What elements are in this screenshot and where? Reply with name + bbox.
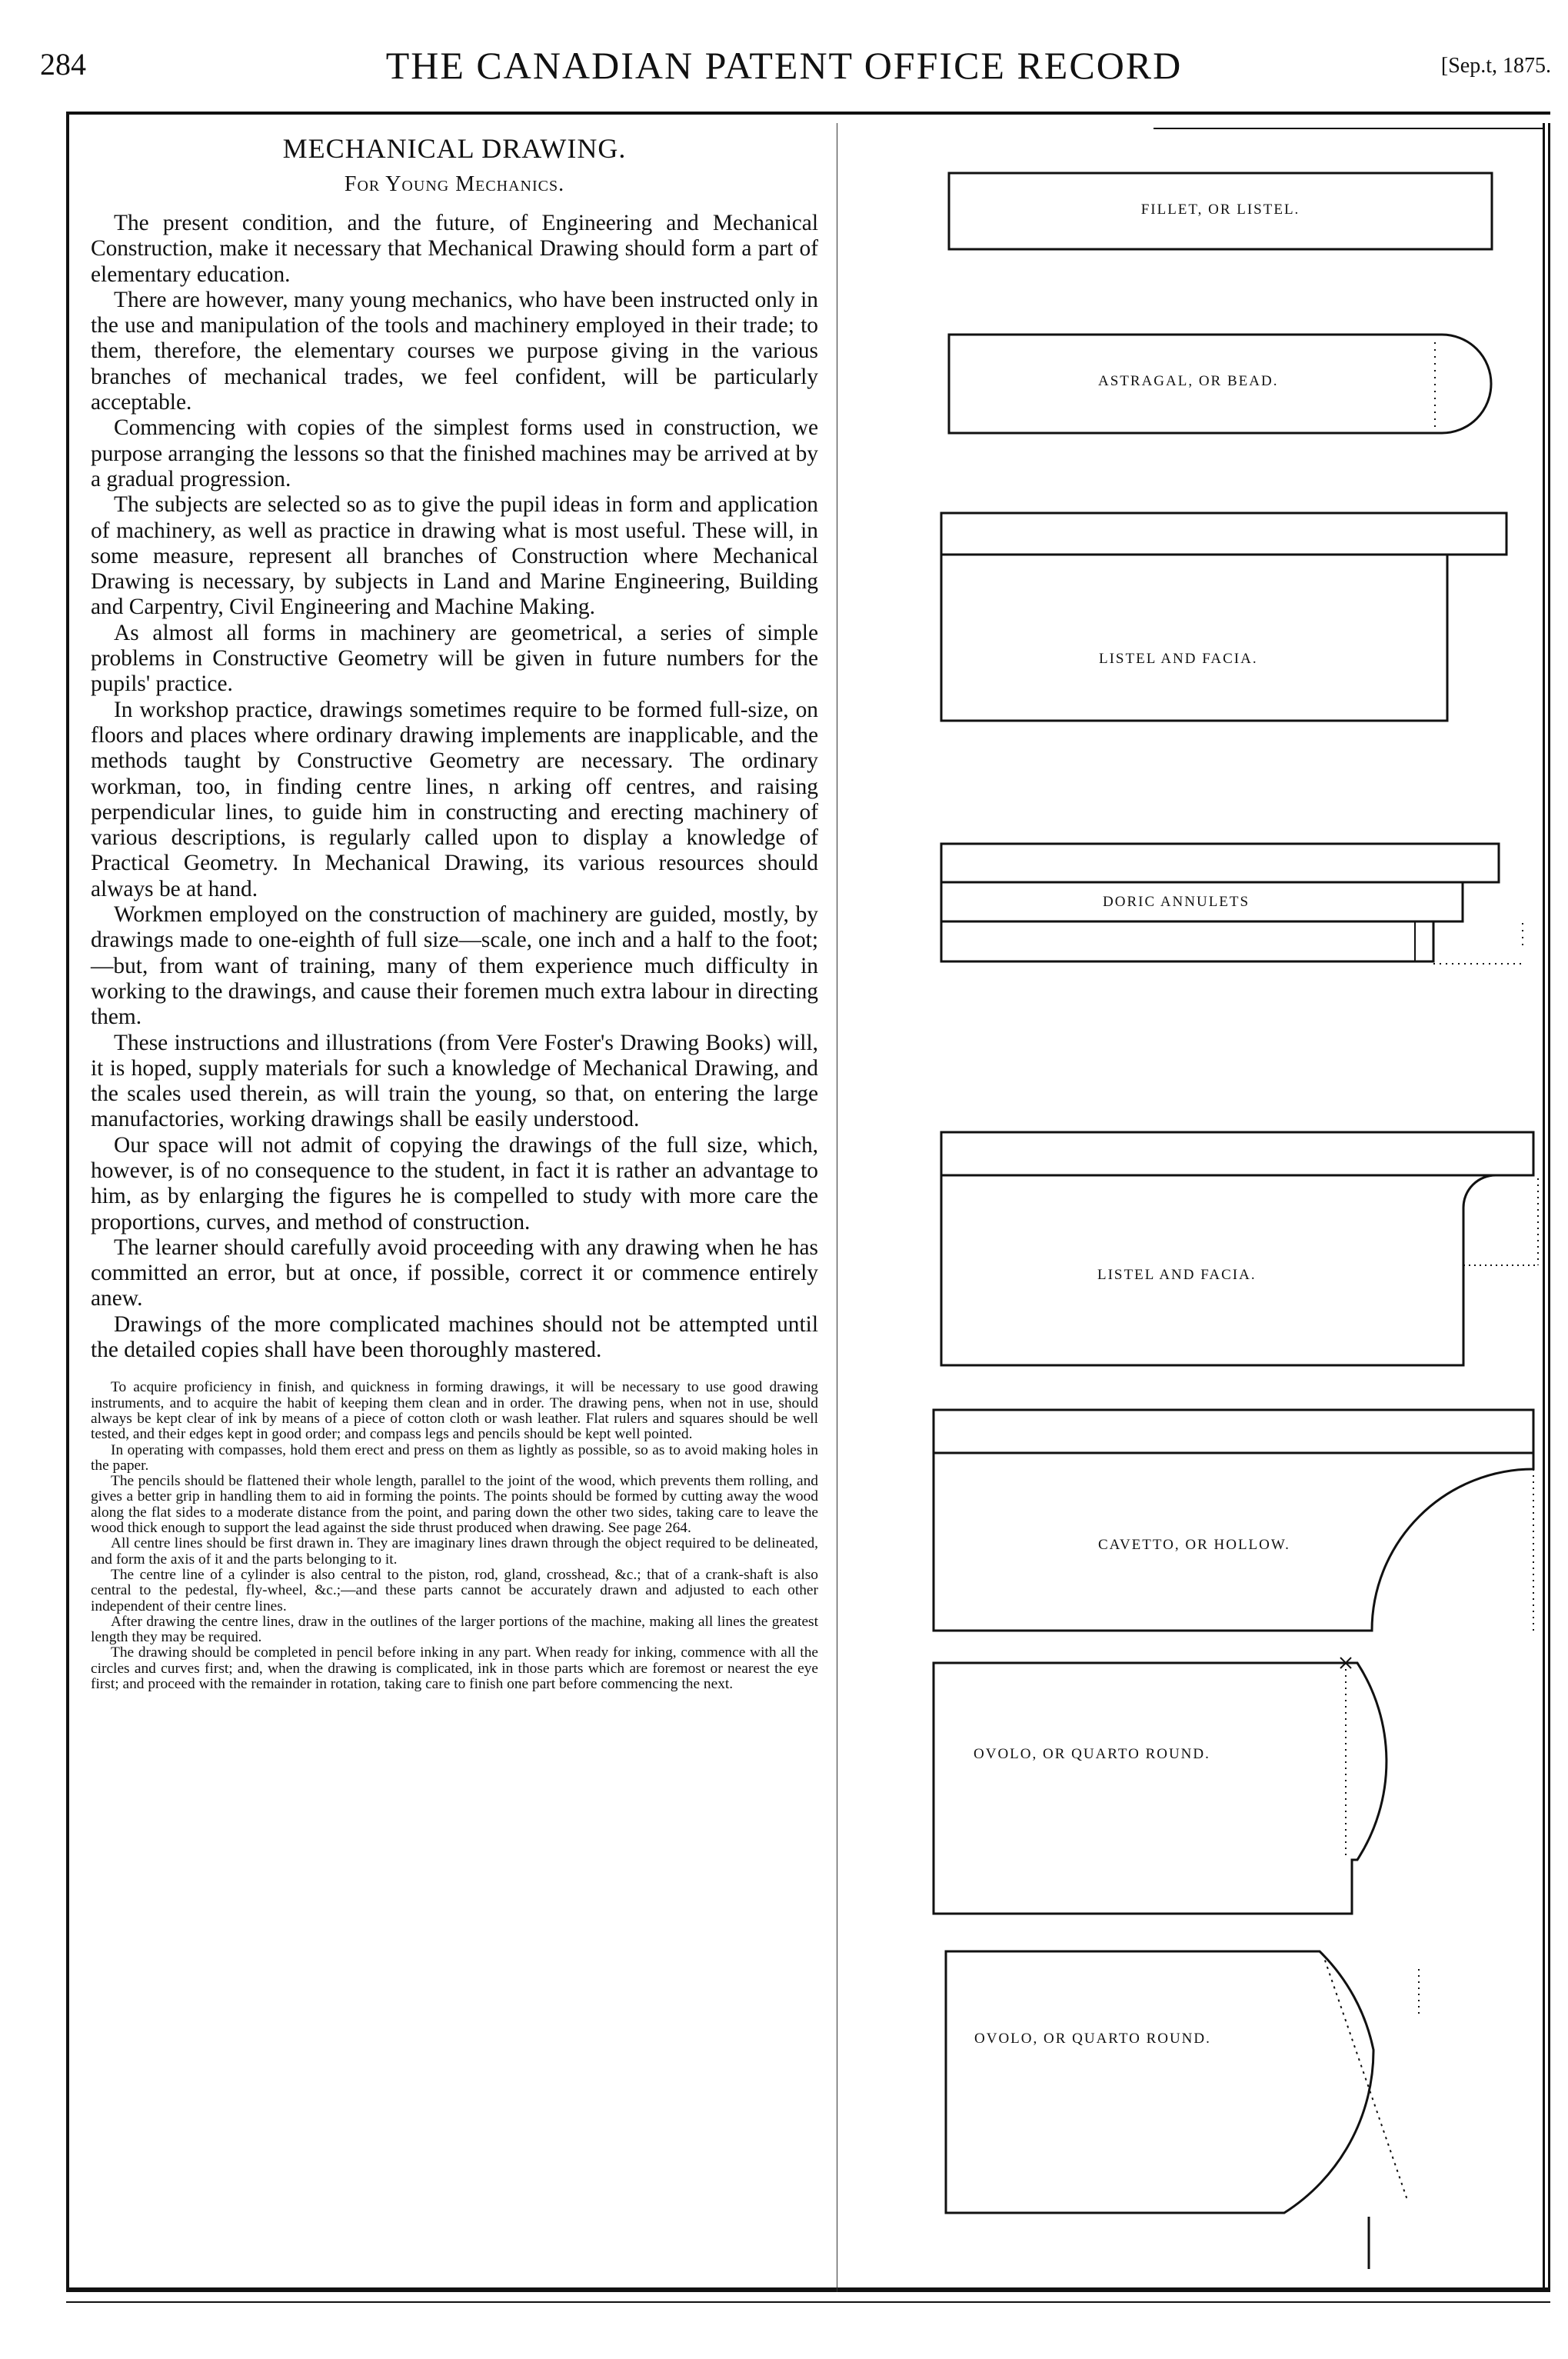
paragraph: As almost all forms in machinery are geometrical, a series of simple problems in Constructive Geometry will be given in future numbers for the pupils' practice. [91,620,818,697]
journal-title: THE CANADIAN PATENT OFFICE RECORD [385,44,1183,87]
paragraph: Drawings of the more complicated machines should not be attempted until the detailed copies shall have been thoroughly mastered. [91,1311,818,1363]
page-frame-right-rule [1543,123,1550,2291]
paragraph: Commencing with copies of the simplest forms used in construction, we purpose arranging the lessons so that the finished machines may be arrived at by a gradual progression. [91,415,818,491]
figure-label: DORIC ANNULETS [1103,894,1250,910]
paragraph: These instructions and illustrations (from Vere Foster's Drawing Books) will, it is hoped, supply materials for such a knowledge of Mechanical Drawing, and the scales used therein, as will train the young, so that, on entering the large manufactories, working drawings shall be easily understood. [91,1030,818,1132]
note-paragraph: All centre lines should be first drawn in. They are imaginary lines drawn through the object required to be delineated, and form the axis of it and the parts belonging to it. [91,1535,818,1568]
figure-label: ASTRAGAL, OR BEAD. [1098,373,1279,389]
page-number: 284 [40,47,86,82]
paragraph: In workshop practice, drawings sometimes require to be formed full-size, on floors and places where ordinary drawing implements are inapplicable, and the methods taught by Constructive Geometry are necessary. The ordinary workman, too, in finding centre lines, n arking off centres, and raising perpendicular lines, to guide him in constructing and erecting machinery of various descriptions, is regularly called upon to display a knowledge of Practical Geometry. In Mechanical Drawing, its various resources should always be at hand. [91,697,818,901]
note-paragraph: The drawing should be completed in pencil before inking in any part. When ready for inking, commence with all the circles and curves first; and, when the drawing is complicated, ink in those parts which are foremost or nearest the eye first; and proceed with the remainder in rotation, taking care to finish one part before commencing the next. [91,1644,818,1692]
paragraph: The subjects are selected so as to give the pupil ideas in form and application of machinery, as well as practice in drawing what is most useful. These will, in some measure, represent all branches of Construction where Mechanical Drawing is necessary, by subjects in Land and Marine Engineering, Building and Carpentry, Civil Engineering and Machine Making. [91,492,818,620]
figure-label: LISTEL AND FACIA. [1097,1267,1257,1283]
note-paragraph: To acquire proficiency in finish, and quickness in forming drawings, it will be necessary to use good drawing instruments, and to acquire the habit of keeping them clean and in order. The drawing pens, when not in use, should always be kept clear of ink by means of a piece of cotton cloth or wash leather. Flat rulers and squares should be well tested, and their edges kept in good order; and compass legs and pencils should be kept well pointed. [91,1379,818,1443]
note-paragraph: The pencils should be flattened their whole length, parallel to the joint of the wood, which prevents them rolling, and gives a better grip in handling them to aid in forming the points. The points should be formed by cutting away the wood along the flat sides to a moderate distance from the point, and paring down the other two sides, taking care to leave the wood thick enough to support the lead against the side thrust produced when drawing. See page 264. [91,1473,818,1537]
paragraph: The present condition, and the future, of Engineering and Mechanical Construction, make it necessary that Mechanical Drawing should form a part of elementary education. [91,211,818,287]
moulding-figures [846,123,1538,2292]
paragraph: There are however, many young mechanics, who have been instructed only in the use and manipulation of the tools and machinery employed in their trade; to them, therefore, the elementary courses we purpose giving in the various branches of mechanical trades, we feel confident, will be particularly acceptable. [91,287,818,415]
note-paragraph: In operating with compasses, hold them erect and press on them as lightly as possible, so as to avoid making holes in the paper. [91,1441,818,1474]
note-paragraph: The centre line of a cylinder is also central to the piston, rod, gland, crosshead, &c.; that of a crank-shaft is also central to the pedestal, fly-wheel, &c.;—and these parts cannot be accurately drawn and adjusted to each other independent of their centre lines. [91,1566,818,1614]
issue-date: [Sep.t, 1875. [1440,54,1551,78]
figure-label: OVOLO, OR QUARTO ROUND. [974,2031,1211,2047]
paragraph: Workmen employed on the construction of machinery are guided, mostly, by drawings made to one-eighth of full size—scale, one inch and a half to the foot;—but, from want of training, many of them experience much difficulty in working to the drawings, and cause their foremen much extra labour in directing them. [91,902,818,1030]
figure-label: CAVETTO, OR HOLLOW. [1098,1537,1290,1553]
ovolo-drawing [846,123,1538,2354]
paragraph: Our space will not admit of copying the drawings of the full size, which, however, is of no consequence to the student, in fact it is rather an advantage to him, as by enlarging the figures he is compelled to study with more care the proportions, curves, and method of construction. [91,1132,818,1234]
article-column [91,129,818,1692]
article-title: MECHANICAL DRAWING. [282,133,627,164]
article-subtitle: For Young Mechanics. [344,172,565,196]
figure-label: OVOLO, OR QUARTO ROUND. [974,1746,1210,1762]
instruction-notes [91,1380,818,1692]
note-paragraph: After drawing the centre lines, draw in the outlines of the larger portions of the machine, making all lines the greatest length they may be required. [91,1613,818,1646]
paragraph: The learner should carefully avoid proceeding with any drawing when he has committed an error, but at once, if possible, correct it or commence entirely anew. [91,1234,818,1311]
figure-label: LISTEL AND FACIA. [1099,651,1258,667]
figure-label: FILLET, OR LISTEL. [1140,202,1300,218]
